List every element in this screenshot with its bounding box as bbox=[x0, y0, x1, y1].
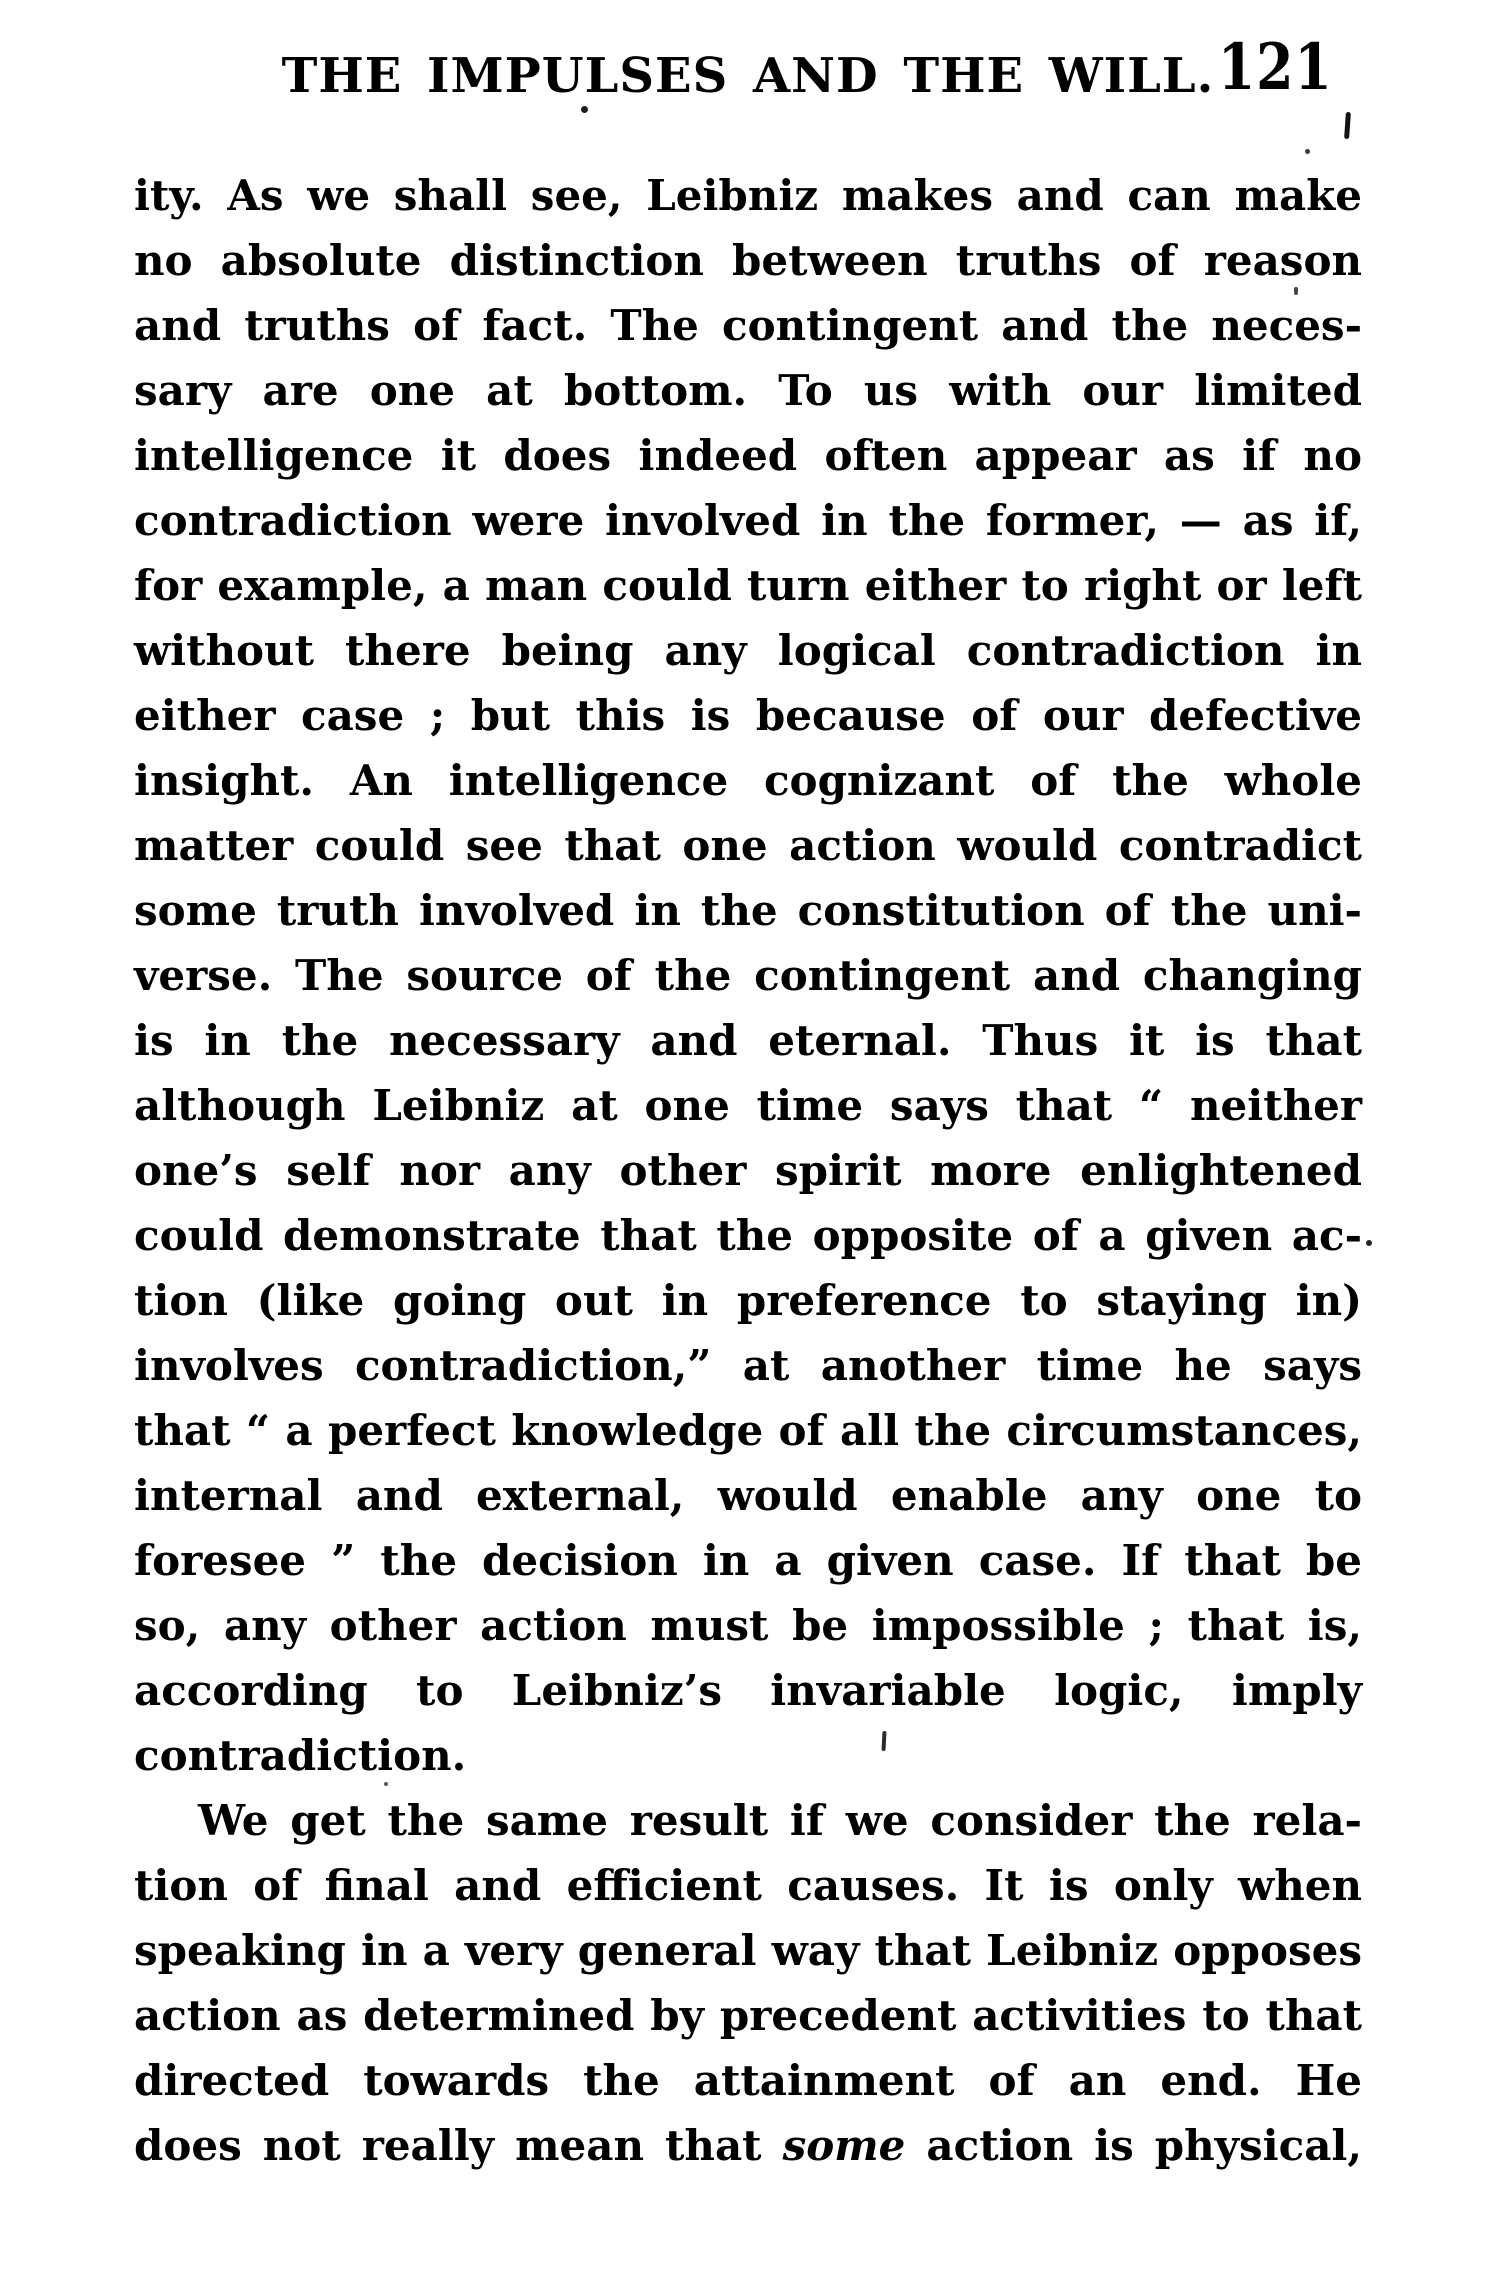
ink-tick-mark bbox=[1344, 112, 1351, 139]
text-line: for example, a man could turn either to right or left bbox=[134, 561, 1362, 610]
text-line: could demonstrate that the opposite of a given ac- bbox=[134, 1211, 1362, 1260]
ink-speck bbox=[1366, 1240, 1372, 1246]
text-line: foresee ” the decision in a given case. If that be bbox=[134, 1536, 1362, 1585]
text-segment: action is physical, bbox=[905, 2121, 1362, 2170]
text-line: tion of final and efficient causes. It is only when bbox=[134, 1861, 1362, 1910]
text-line: involves contradiction,” at another time he says bbox=[134, 1341, 1362, 1390]
text-line: sary are one at bottom. To us with our limited bbox=[134, 366, 1362, 415]
text-segment: does not really mean that bbox=[134, 2121, 783, 2170]
text-line: is in the necessary and eternal. Thus it is that bbox=[134, 1016, 1362, 1065]
italic-word: some bbox=[782, 2121, 906, 2170]
text-line bbox=[134, 2113, 1362, 2178]
text-line: that “ a perfect knowledge of all the circumstances, bbox=[134, 1406, 1362, 1455]
text-line: matter could see that one action would contradict bbox=[134, 821, 1362, 870]
ink-speck bbox=[384, 1782, 388, 1786]
text-line: internal and external, would enable any one to bbox=[134, 1471, 1362, 1520]
text-line: no absolute distinction between truths of reason bbox=[134, 236, 1362, 285]
running-head-title: THE IMPULSES AND THE WILL. bbox=[281, 48, 1215, 104]
text-line: tion (like going out in preference to staying in) bbox=[134, 1276, 1362, 1325]
text-line: and truths of fact. The contingent and the neces- bbox=[134, 301, 1362, 350]
text-line: action as determined by precedent activities to that bbox=[134, 1991, 1362, 2040]
text-line: one’s self nor any other spirit more enlightened bbox=[134, 1146, 1362, 1195]
page-number: 121 bbox=[1218, 30, 1333, 105]
paragraph bbox=[134, 1788, 1362, 2178]
text-line: intelligence it does indeed often appear as if no bbox=[134, 431, 1362, 480]
text-line: speaking in a very general way that Leibniz opposes bbox=[134, 1926, 1362, 1975]
text-line: either case ; but this is because of our defective bbox=[134, 691, 1362, 740]
text-line: directed towards the attainment of an end. He bbox=[134, 2056, 1362, 2105]
ink-speck bbox=[1305, 149, 1310, 154]
text-line: contradiction. bbox=[134, 1731, 467, 1780]
text-line: insight. An intelligence cognizant of the whole bbox=[134, 756, 1362, 805]
text-line: We get the same result if we consider the rela- bbox=[198, 1796, 1362, 1845]
page-body bbox=[134, 163, 1362, 2178]
text-line: some truth involved in the constitution of the uni- bbox=[134, 886, 1362, 935]
text-line: contradiction were involved in the former, — as if, bbox=[134, 496, 1362, 545]
text-line: according to Leibniz’s invariable logic, imply bbox=[134, 1666, 1362, 1715]
ink-speck bbox=[1294, 287, 1298, 295]
text-line: without there being any logical contradiction in bbox=[134, 626, 1362, 675]
paragraph bbox=[134, 163, 1362, 1788]
text-line: although Leibniz at one time says that “ neither bbox=[134, 1081, 1362, 1130]
text-line: verse. The source of the contingent and changing bbox=[134, 951, 1362, 1000]
text-line: ity. As we shall see, Leibniz makes and can make bbox=[134, 171, 1362, 220]
ink-speck bbox=[581, 106, 588, 113]
text-line: so, any other action must be impossible ; that is, bbox=[134, 1601, 1362, 1650]
